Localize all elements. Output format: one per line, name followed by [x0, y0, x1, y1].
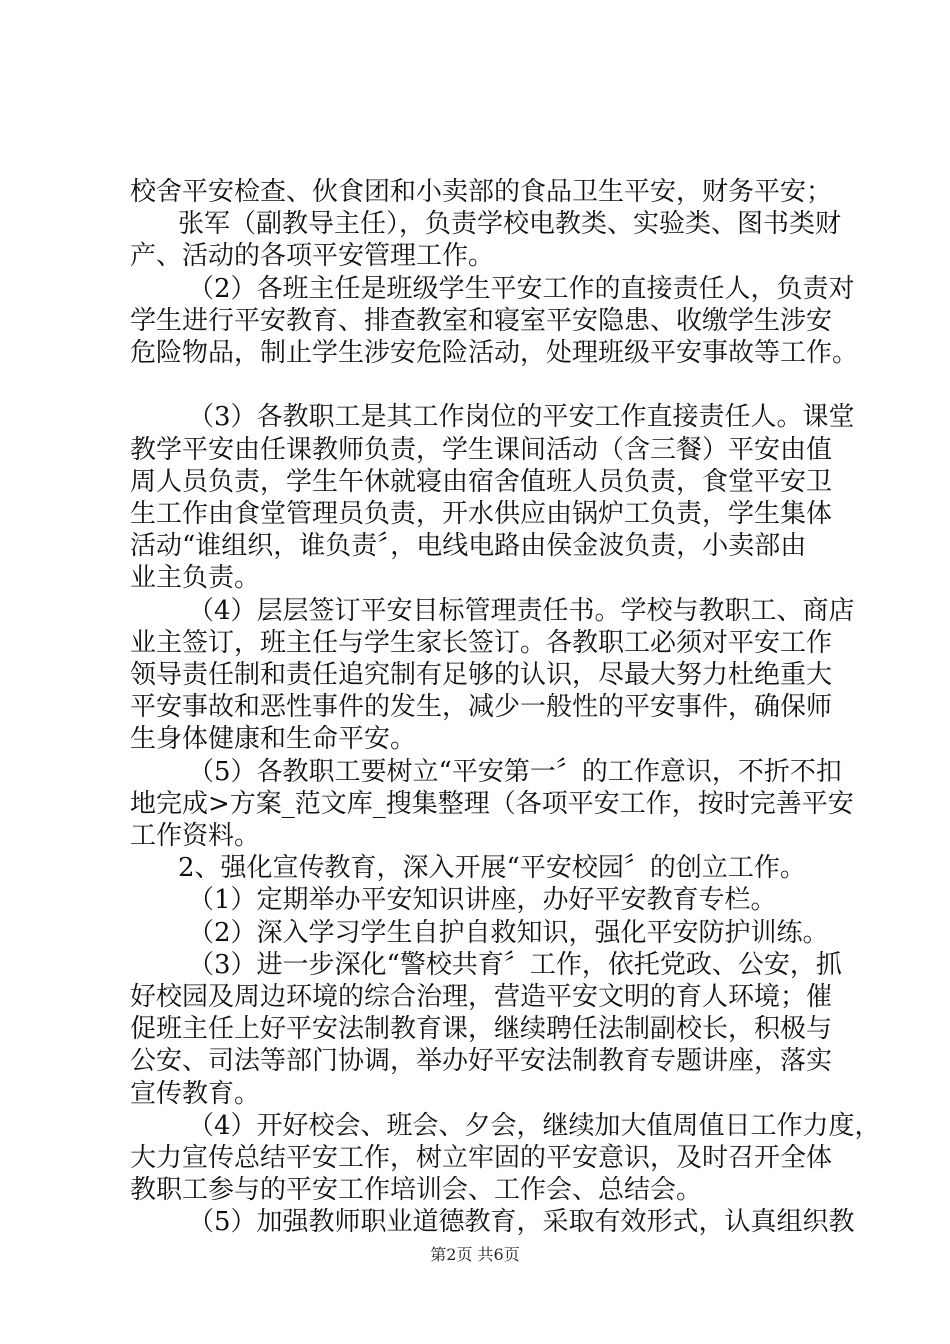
- text-line: （5）各教职工要树立“平安第一〞的工作意识，不折不扣: [188, 756, 842, 787]
- text-line: （2）各班主任是班级学生平安工作的直接责任人，负责对: [188, 273, 855, 304]
- text-line: 学生进行平安教育、排查教室和寝室平安隐患、收缴学生涉安: [130, 305, 833, 336]
- text-line: 危险物品，制止学生涉安危险活动，处理班级平安事故等工作。: [130, 338, 859, 368]
- text-line: （4）开好校会、班会、夕会，继续加大值周值日工作力度，: [188, 1110, 881, 1141]
- page-footer: [0, 1244, 950, 1266]
- text-line: 生工作由食堂管理员负责，开水供应由锅炉工负责，学生集体: [130, 499, 833, 529]
- text-line: 教学平安由任课教师负责，学生课间活动（含三餐）平安由值: [130, 434, 833, 465]
- text-line: （3）各教职工是其工作岗位的平安工作直接责任人。课堂: [188, 402, 855, 433]
- text-line: 周人员负责，学生午休就寝由宿舍值班人员负责，食堂平安卫: [130, 466, 833, 497]
- text-line: 工作资料。: [130, 821, 261, 851]
- text-line: 教职工参与的平安工作培训会、工作会、总结会。: [130, 1175, 703, 1206]
- text-line: 平安事故和恶性事件的发生，减少一般性的平安事件，确保师: [130, 692, 833, 723]
- text-line: （2）深入学习学生自护自救知识，强化平安防护训练。: [188, 917, 829, 948]
- text-line: 促班主任上好平安法制教育课，继续聘任法制副校长，积极与: [130, 1014, 833, 1045]
- text-line: 校舍平安检查、伙食团和小卖部的食品卫生平安，财务平安；: [130, 177, 833, 207]
- text-line: （4）层层签订平安目标管理责任书。学校与教职工、商店: [188, 595, 855, 626]
- text-line: 活动“谁组织，谁负责〞，电线电路由侯金波负责，小卖部由: [130, 531, 807, 562]
- text-line: 公安、司法等部门协调，举办好平安法制教育专题讲座，落实: [130, 1046, 833, 1077]
- text-line: （3）进一步深化“警校共育〞工作，依托党政、公安，抓: [188, 949, 842, 980]
- text-line: 地完成>方案_范文库_搜集整理（各项平安工作，按时完善平安: [130, 788, 854, 819]
- text-line: 大力宣传总结平安工作，树立牢固的平安意识，及时召开全体: [130, 1143, 833, 1173]
- text-line: （5）加强教师职业道德教育，采取有效形式，认真组织教: [188, 1207, 855, 1238]
- text-line: 产、活动的各项平安管理工作。: [130, 241, 495, 272]
- text-line: （1）定期举办平安知识讲座，办好平安教育专栏。: [188, 885, 777, 916]
- text-line: 张军（副教导主任），负责学校电教类、实验类、图书类财: [178, 209, 842, 240]
- text-line: 宣传教育。: [130, 1078, 261, 1109]
- text-line: 业主负责。: [130, 563, 261, 594]
- text-line: 生身体健康和生命平安。: [130, 724, 417, 755]
- text-line: 好校园及周边环境的综合治理，营造平安文明的育人环境；催: [130, 982, 833, 1012]
- text-line: 2、强化宣传教育，深入开展“平安校园〞的创立工作。: [178, 853, 806, 884]
- page-number: 第2页 共6页: [430, 1245, 520, 1264]
- text-line: 领导责任制和责任追究制有足够的认识，尽最大努力杜绝重大: [130, 660, 833, 690]
- text-line: 业主签订，班主任与学生家长签订。各教职工必须对平安工作: [130, 627, 833, 658]
